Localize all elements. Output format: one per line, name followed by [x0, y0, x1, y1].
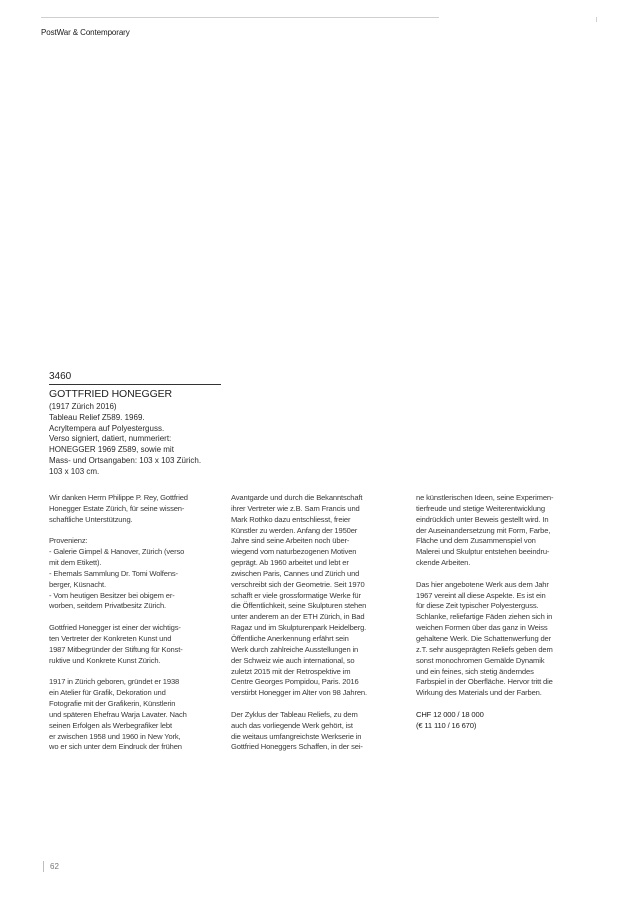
- lot-number: 3460: [49, 371, 72, 382]
- text-line: die weitaus umfangreichste Werkserie in: [231, 731, 362, 741]
- text-line: Honegger Estate Zürich, für seine wissen-: [49, 503, 185, 513]
- catalogue-line: Mass- und Ortsangaben: 103 x 103 Zürich.: [49, 455, 202, 465]
- catalogue-line: HONEGGER 1969 Z589, sowie mit: [49, 445, 174, 455]
- text-line: Avantgarde und durch die Bekanntschaft: [231, 493, 363, 502]
- text-line: und späteren Ehefrau Warja Lavater. Nach: [49, 709, 187, 719]
- paragraph-gap: [49, 526, 227, 537]
- text-line: Fotografie mit der Grafikerin, Künstlerin: [49, 699, 176, 709]
- text-line: Wir danken Herrn Philippe P. Rey, Gottfried: [49, 493, 188, 502]
- text-line: Wirkung des Materials und der Farben.: [416, 688, 542, 698]
- text-line: Jahre sind seine Arbeiten noch über-: [231, 536, 350, 546]
- text-line: Künstler zu werden. Anfang der 1950er: [231, 525, 358, 535]
- text-line: Schlanke, reliefartige Fäden ziehen sich in: [416, 612, 553, 622]
- text-line: der Auseinandersetzung mit Form, Farbe,: [416, 525, 551, 535]
- paragraph-gap: [416, 569, 594, 580]
- text-line: berger, Küsnacht.: [49, 579, 106, 589]
- paragraph-gap: [49, 667, 227, 678]
- text-line: Der Zyklus der Tableau Reliefs, zu dem: [231, 709, 358, 719]
- catalogue-line: (1917 Zürich 2016): [49, 402, 117, 411]
- text-line: der Schweiz wie auch international, so: [231, 655, 355, 665]
- top-tick-mark: [596, 17, 597, 22]
- text-line: auch das vorliegende Werk gehört, ist: [231, 720, 353, 730]
- artist-name: GOTTFRIED HONEGGER: [49, 388, 173, 400]
- catalogue-line: Tableau Relief Z589. 1969.: [49, 412, 145, 422]
- catalogue-line: 103 x 103 cm.: [49, 466, 100, 476]
- text-line: und ein feines, sich stetig änderndes: [416, 666, 534, 676]
- text-line: worben, seitdem Privatbesitz Zürich.: [49, 601, 166, 611]
- text-line: wiegend vom naturbezogenen Motiven: [231, 547, 357, 557]
- text-line: tierfreude und stetige Weiterentwicklung: [416, 503, 545, 513]
- page-number: 62: [50, 862, 59, 871]
- price-estimate: CHF 12 000 / 18 000: [416, 709, 484, 719]
- text-line: ruktive und Konkrete Kunst Zürich.: [49, 655, 161, 665]
- text-line: für diese Zeit typischer Polyesterguss.: [416, 601, 539, 611]
- paragraph-gap: [416, 699, 594, 710]
- catalogue-line: Verso signiert, datiert, nummeriert:: [49, 434, 172, 444]
- text-line: seinen Erfolgen als Werbegrafiker lebt: [49, 720, 172, 730]
- text-line: die Öffentlichkeit, seine Skulpturen stehen: [231, 601, 367, 611]
- folio-bar: [43, 861, 44, 872]
- text-line: z.T. sehr ausgeprägten Reliefs geben dem: [416, 644, 553, 654]
- catalogue-entry: [49, 402, 234, 478]
- text-line: eindrücklich unter Beweis gestellt wird. In: [416, 514, 549, 524]
- text-line: zwischen Paris, Cannes und Zürich und: [231, 568, 360, 578]
- text-line: 1917 in Zürich geboren, gründet er 1938: [49, 677, 180, 687]
- section-header: PostWar & Contemporary: [41, 28, 130, 37]
- text-line: er zwischen 1958 und 1960 in New York,: [49, 731, 181, 741]
- text-line: Gottfried Honegger ist einer der wichtigs-: [49, 623, 181, 633]
- paragraph-gap: [231, 699, 409, 710]
- text-column-1: [49, 493, 227, 753]
- text-line: schafft er viele grossformatige Werke für: [231, 590, 361, 600]
- text-line: Centre Georges Pompidou, Paris. 2016: [231, 677, 359, 687]
- text-line: wo er sich unter dem Eindruck der frühen: [49, 742, 182, 752]
- text-line: verschreibt sich der Geometrie. Seit 1970: [231, 579, 365, 589]
- text-line: ein Atelier für Grafik, Dekoration und: [49, 688, 166, 698]
- text-line: Gottfried Honeggers Schaffen, in der sei-: [231, 742, 363, 752]
- text-line: gehaltene Werk. Die Schattenwerfung der: [416, 633, 551, 643]
- text-line: 1987 Mitbegründer der Stiftung für Konst-: [49, 644, 183, 654]
- text-line: Das hier angebotene Werk aus dem Jahr: [416, 579, 549, 589]
- text-line: ckende Arbeiten.: [416, 558, 471, 568]
- text-line: sonst monochromen Gemälde Dynamik: [416, 655, 545, 665]
- text-line: weichen Formen über das ganz in Weiss: [416, 623, 548, 633]
- text-line: Fläche und dem Zusammenspiel von: [416, 536, 536, 546]
- text-line: zuletzt 2015 mit der Retrospektive im: [231, 666, 351, 676]
- text-line: - Ehemals Sammlung Dr. Tomi Wolfens-: [49, 568, 178, 578]
- price-estimate: (€ 11 110 / 16 670): [416, 720, 477, 730]
- text-column-3: [416, 493, 594, 732]
- text-line: - Galerie Gimpel & Hanover, Zürich (verso: [49, 547, 185, 557]
- text-line: Werk durch zahlreiche Ausstellungen in: [231, 644, 359, 654]
- text-line: Ragaz und im Skulpturenpark Heidelberg.: [231, 623, 367, 633]
- lot-divider: [49, 384, 221, 385]
- text-line: verstirbt Honegger im Alter von 98 Jahren.: [231, 688, 367, 698]
- catalogue-line: Acryltempera auf Polyesterguss.: [49, 423, 165, 433]
- text-line: mit dem Etikett).: [49, 558, 102, 568]
- text-line: 1967 vereint all diese Aspekte. Es ist ein: [416, 590, 546, 600]
- text-line: ihrer Vertreter wie z.B. Sam Francis und: [231, 503, 360, 513]
- text-line: Öffentliche Anerkennung erfährt sein: [231, 633, 349, 643]
- text-line: geprägt. Ab 1960 arbeitet und lebt er: [231, 558, 349, 568]
- text-line: ten Vertreter der Konkreten Kunst und: [49, 633, 172, 643]
- text-line: Mark Rothko dazu entschliesst, freier: [231, 514, 351, 524]
- text-line: Malerei und Skulptur entstehen beeindru-: [416, 547, 550, 557]
- paragraph-gap: [49, 612, 227, 623]
- top-rule: [41, 17, 439, 18]
- text-line: schaftliche Unterstützung.: [49, 514, 133, 524]
- text-line: unter anderem an der ETH Zürich, in Bad: [231, 612, 365, 622]
- text-column-2: [231, 493, 409, 753]
- text-line: Farbspiel in der Oberfläche. Hervor tritt die: [416, 677, 553, 687]
- text-line: Provenienz:: [49, 536, 88, 546]
- text-line: ne künstlerischen Ideen, seine Experimen-: [416, 493, 554, 502]
- text-line: - Vom heutigen Besitzer bei obigem er-: [49, 590, 175, 600]
